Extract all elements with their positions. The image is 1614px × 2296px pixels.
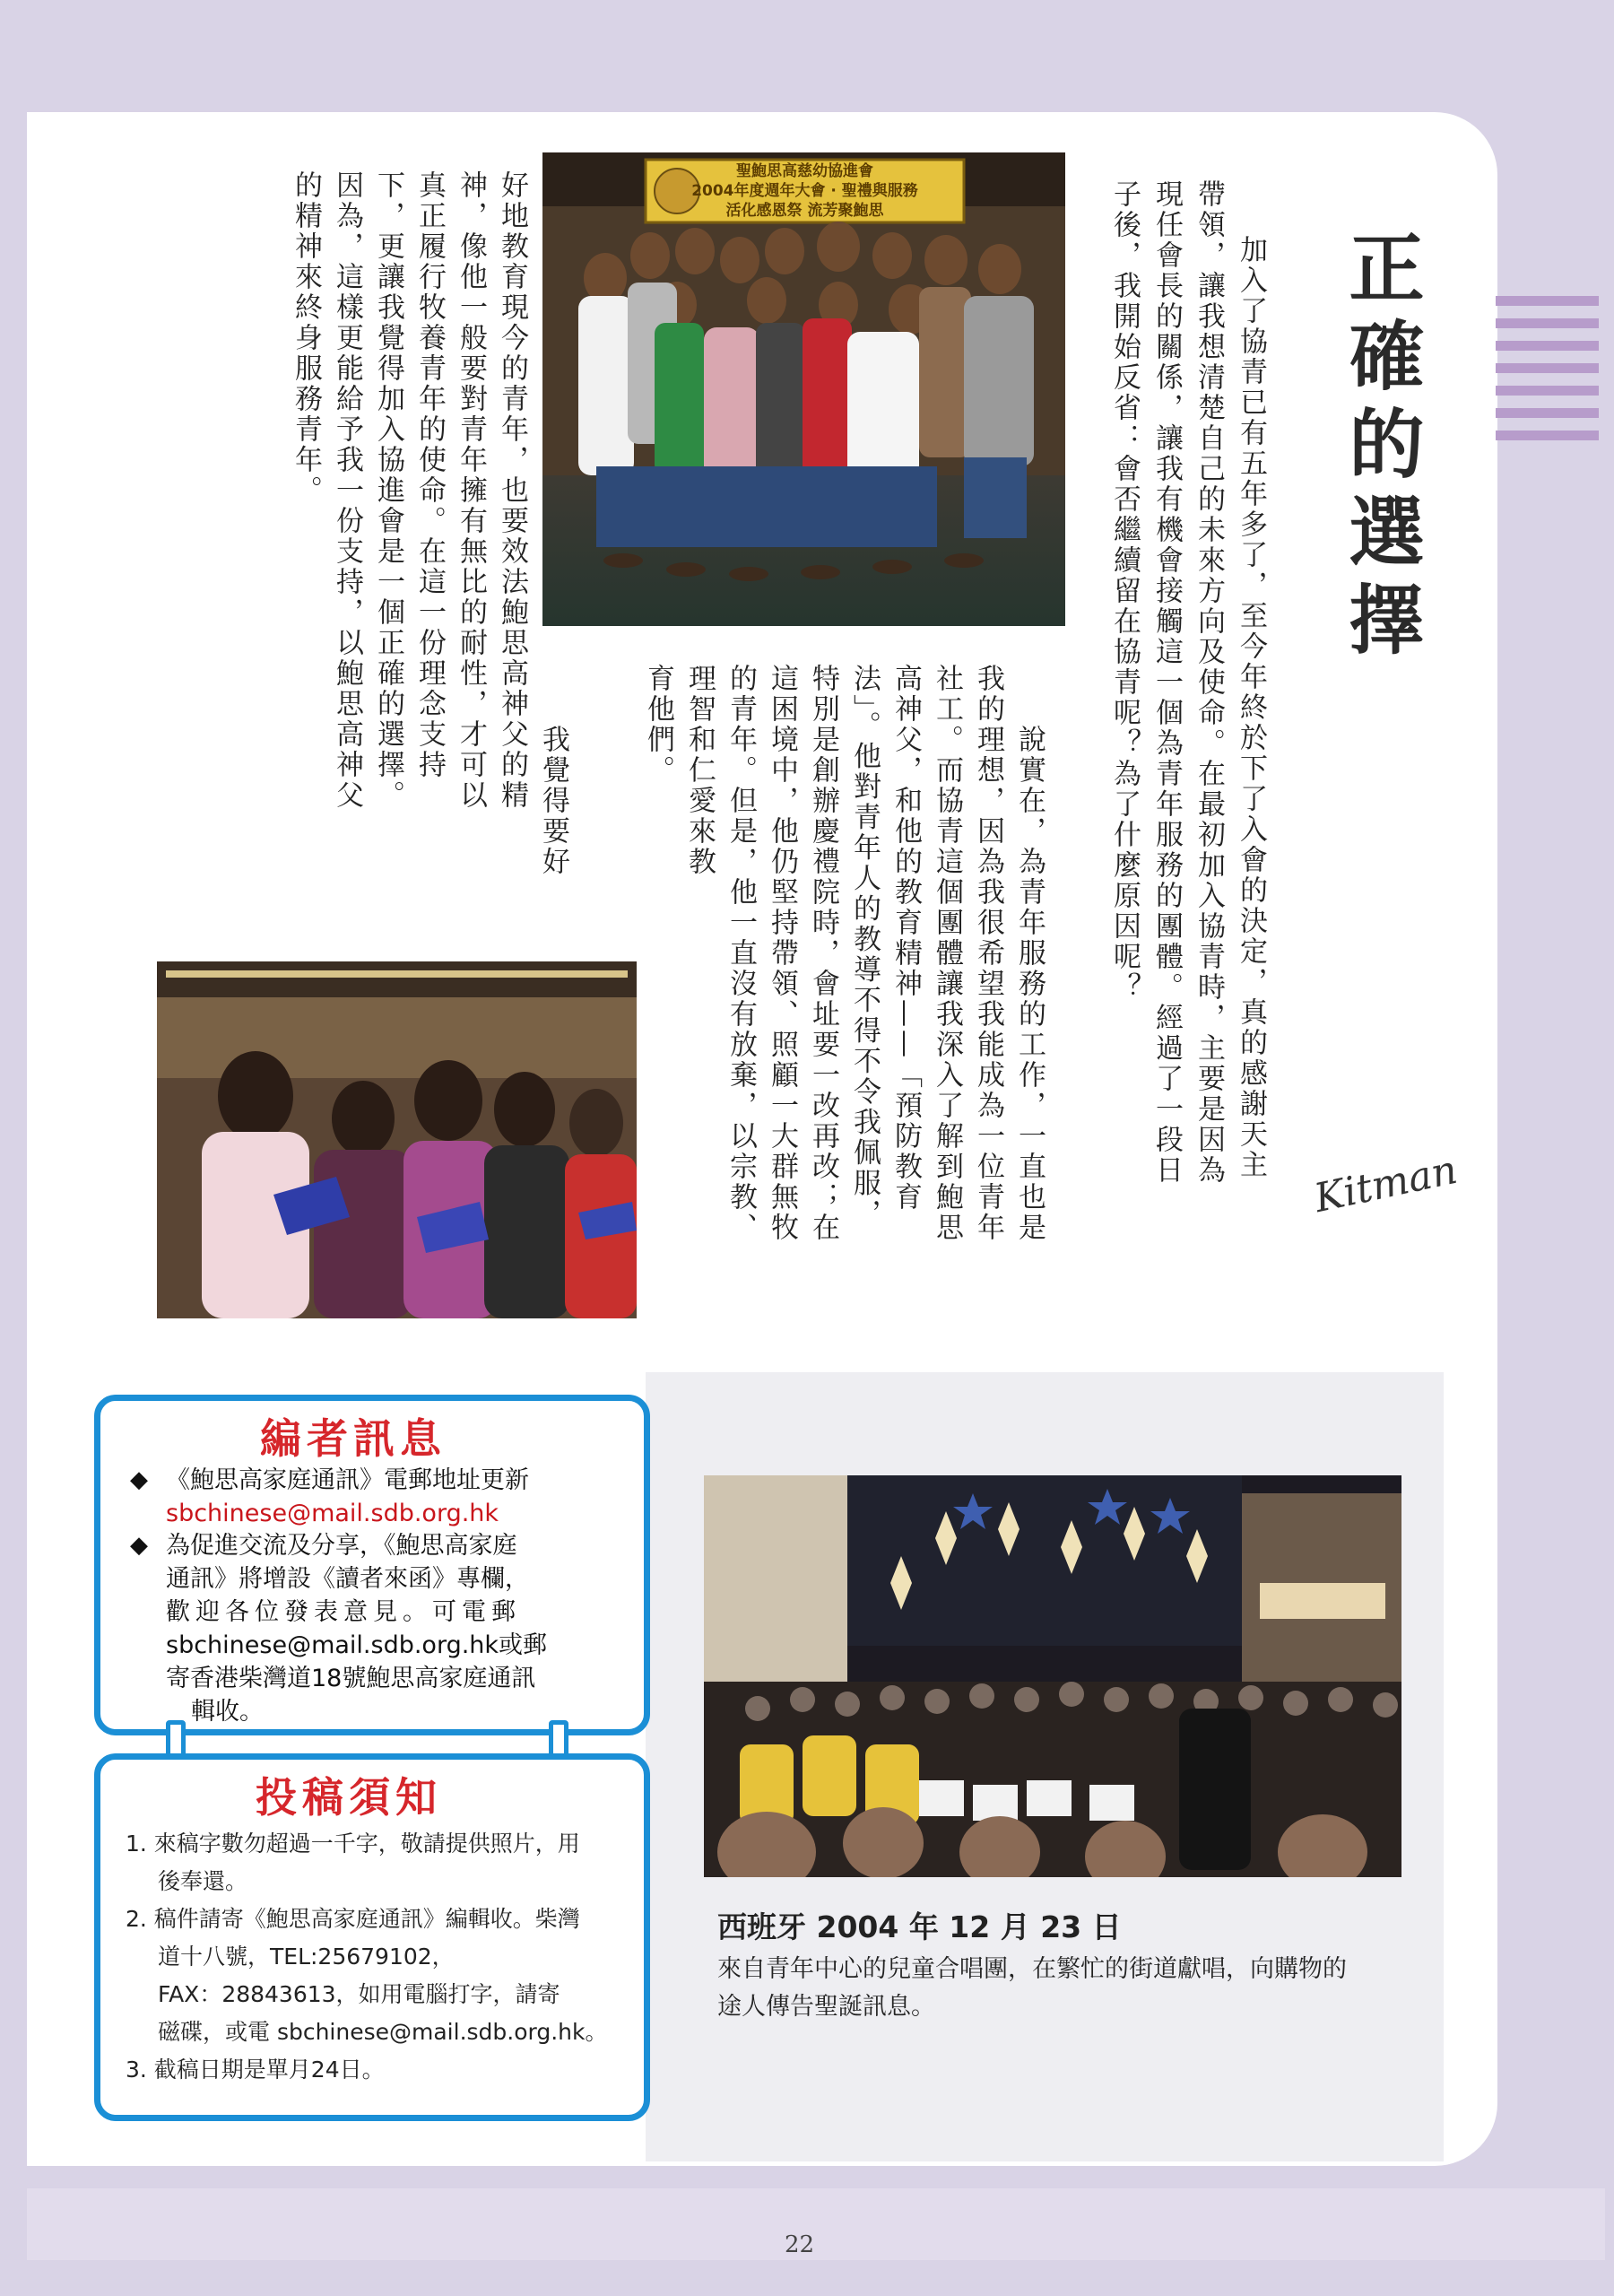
article-column: 說實在，為青年服務的工作，一直也是 xyxy=(1013,725,1046,1243)
article-column: 帶領，讓我想清楚自己的未來方向及使命。在最初加入協青時，主要是因為 xyxy=(1193,179,1225,1186)
article-column: 的精神來終身服務青年。 xyxy=(290,170,322,506)
article-column: 我覺得要好 xyxy=(537,725,569,877)
editor-item: ◆ 為促進交流及分享，《鮑思高家庭 通訊》將增設《讀者來函》專欄， 歡迎各位發表意見。可電郵 sbchinese@mail.sdb.org.hk或郵 寄香港柴灣道18號鮑思高家庭通訊 輯收。 xyxy=(166,1529,623,1728)
group-photo xyxy=(542,152,1065,626)
editor-email: sbchinese@mail.sdb.org.hk xyxy=(166,1500,499,1527)
ceremony-photo xyxy=(157,961,637,1318)
spain-caption-text: 來自青年中心的兒童合唱團，在繁忙的街道獻唱，向購物的途人傳告聖誕訊息。 xyxy=(717,1955,1347,2021)
article-column: 育他們。 xyxy=(642,664,674,786)
author-signature: Kitman xyxy=(1310,1146,1462,1222)
decor-stripe xyxy=(1496,296,1599,306)
decor-stripe xyxy=(1496,341,1599,351)
editor-box-title: 編者訊息 xyxy=(260,1414,447,1463)
article-column: 好地教育現今的青年，也要效法鮑思高神父的精 xyxy=(496,170,528,811)
article-column: 高神父，和他的教育精神——「預防教育 xyxy=(889,664,922,1213)
article-column: 我的理想，因為我很希望我能成為一位青年 xyxy=(972,664,1004,1243)
decor-stripe xyxy=(1496,363,1599,373)
article-column: 特別是創辦慶禮院時，會址要一改再改；在 xyxy=(807,664,839,1243)
article-column: 下，更讓我覺得加入協進會是一個正確的選擇。 xyxy=(372,170,404,811)
spain-street-photo xyxy=(704,1475,1401,1877)
decor-stripe xyxy=(1496,408,1599,418)
diamond-bullet-icon: ◆ xyxy=(130,1466,148,1493)
submission-box-title: 投稿須知 xyxy=(256,1773,442,1822)
decor-stripe xyxy=(1496,318,1599,328)
decor-stripe xyxy=(1496,430,1599,440)
article-column: 的青年。但是，他一直沒有放棄，以宗教、 xyxy=(725,664,757,1243)
article-column: 子後，我開始反省：會否繼續留在協青呢？為了什麼原因呢？ xyxy=(1108,179,1141,1003)
page-number: 22 xyxy=(785,2231,815,2258)
spain-caption-title: 西班牙 2004 年 12 月 23 日 xyxy=(717,1909,1122,1944)
article-column: 神，像他一般要對青年擁有無比的耐性，才可以 xyxy=(455,170,487,811)
submission-list: 1. 來稿字數勿超過一千字，敬請提供照片，用 後奉還。 2. 稿件請寄《鮑思高家庭通訊》編輯收。柴灣 道十八號，TEL:25679102， FAX：28843613，如用電腦打字，請寄 磁碟，或電 sbchinese@mail.sdb.org.hk。 3. 截稿日期是單月24日。 xyxy=(126,1831,608,2083)
decor-stripe xyxy=(1496,386,1599,396)
editor-item: ◆ 《鮑思高家庭通訊》電郵地址更新 sbchinese@mail.sdb.org.hk xyxy=(166,1464,529,1530)
article-column: 真正履行牧養青年的使命。在這一份理念支持 xyxy=(413,170,446,780)
photo-banner-text: 聖鮑思高慈幼協進會 2004年度週年大會 · 聖禮與服務 活化感恩祭 流芳聚鮑思 xyxy=(691,162,918,220)
article-column: 理智和仁愛來教 xyxy=(683,664,716,877)
article-column: 這困境中，他仍堅持帶領、照顧一大群無牧 xyxy=(766,664,798,1243)
article-title: 正確的選擇 xyxy=(1337,229,1425,668)
article-column: 因為，這樣更能給予我一份支持，以鮑思高神父 xyxy=(331,170,363,811)
article-column: 法」。他對青年人的教導不得不令我佩服， xyxy=(848,664,881,1230)
article-column: 社工。而協青這個團體讓我深入了解到鮑思 xyxy=(931,664,963,1243)
article-column: 加入了協青已有五年多了，至今年終於下了入會的決定，真的感謝天主 xyxy=(1235,235,1267,1180)
article-column: 現任會長的關係，讓我有機會接觸這一個為青年服務的團體。經過了一段日 xyxy=(1150,179,1183,1186)
bottom-band xyxy=(27,2188,1605,2260)
diamond-bullet-icon: ◆ xyxy=(130,1532,148,1559)
